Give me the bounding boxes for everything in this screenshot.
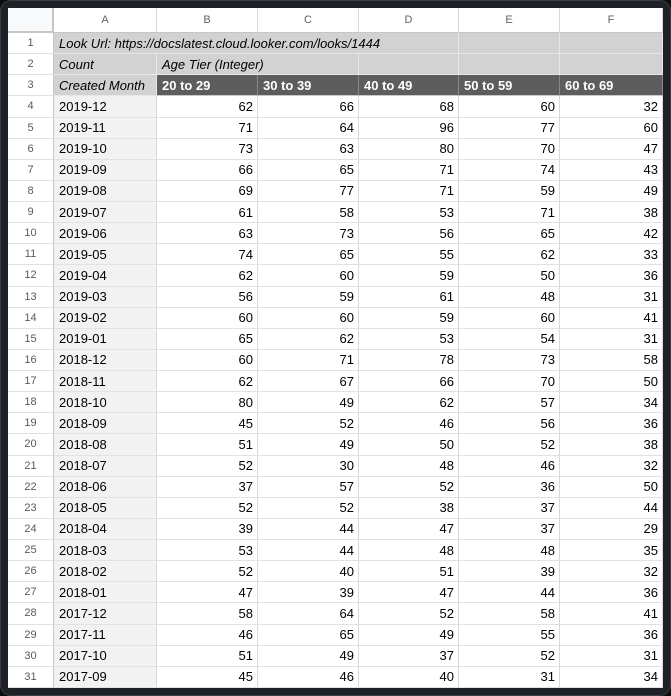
value-cell[interactable]: 31: [560, 329, 663, 350]
value-cell[interactable]: 51: [359, 561, 459, 582]
column-header-e[interactable]: E: [459, 8, 560, 33]
value-cell[interactable]: 55: [359, 244, 459, 265]
table-row: [8, 519, 663, 540]
table-row: [8, 582, 663, 603]
value-cell[interactable]: 52: [157, 498, 258, 519]
value-cell[interactable]: 52: [359, 603, 459, 624]
value-cell[interactable]: 71: [359, 181, 459, 202]
table-row: [8, 646, 663, 667]
count-label-cell[interactable]: Count: [54, 54, 157, 75]
value-cell[interactable]: 46: [359, 413, 459, 434]
value-cell[interactable]: 62: [258, 329, 359, 350]
month-cell[interactable]: 2018-10: [54, 392, 157, 413]
empty-cell-f1[interactable]: [560, 33, 663, 54]
month-cell[interactable]: 2018-02: [54, 561, 157, 582]
value-cell[interactable]: 47: [359, 582, 459, 603]
tier-header-50-59[interactable]: 50 to 59: [459, 75, 560, 96]
value-cell[interactable]: 31: [560, 646, 663, 667]
value-cell[interactable]: 55: [459, 625, 560, 646]
month-cell[interactable]: 2019-10: [54, 139, 157, 160]
column-header-a[interactable]: A: [54, 8, 157, 33]
value-cell[interactable]: 59: [359, 308, 459, 329]
value-cell[interactable]: 58: [459, 603, 560, 624]
column-header-c[interactable]: C: [258, 8, 359, 33]
value-cell[interactable]: 51: [157, 646, 258, 667]
value-cell[interactable]: 52: [157, 456, 258, 477]
table-row: [8, 603, 663, 624]
month-cell[interactable]: 2019-07: [54, 202, 157, 223]
value-cell[interactable]: 44: [560, 498, 663, 519]
value-cell[interactable]: 54: [459, 329, 560, 350]
month-cell[interactable]: 2018-07: [54, 456, 157, 477]
value-cell[interactable]: 71: [359, 160, 459, 181]
row-number[interactable]: 10: [8, 223, 54, 244]
value-cell[interactable]: 62: [157, 96, 258, 117]
value-cell[interactable]: 39: [459, 561, 560, 582]
value-cell[interactable]: 39: [258, 582, 359, 603]
value-cell[interactable]: 60: [459, 308, 560, 329]
value-cell[interactable]: 62: [459, 244, 560, 265]
value-cell[interactable]: 73: [459, 350, 560, 371]
value-cell[interactable]: 49: [258, 434, 359, 455]
row-number[interactable]: 1: [8, 33, 54, 54]
value-cell[interactable]: 53: [359, 329, 459, 350]
month-cell[interactable]: 2018-06: [54, 477, 157, 498]
table-row: [8, 118, 663, 139]
value-cell[interactable]: 77: [459, 118, 560, 139]
value-cell[interactable]: 37: [157, 477, 258, 498]
value-cell[interactable]: 43: [560, 160, 663, 181]
value-cell[interactable]: 45: [157, 667, 258, 688]
month-cell[interactable]: 2019-09: [54, 160, 157, 181]
value-cell[interactable]: 31: [560, 287, 663, 308]
row-number[interactable]: 6: [8, 139, 54, 160]
sheet-rows: [8, 33, 663, 688]
look-url-cell[interactable]: Look Url: https://docslatest.cloud.looker.com/looks/1444: [54, 33, 459, 54]
table-row: [8, 160, 663, 181]
value-cell[interactable]: 60: [258, 308, 359, 329]
value-cell[interactable]: 52: [359, 477, 459, 498]
select-all-corner[interactable]: [8, 8, 54, 33]
value-cell[interactable]: 71: [258, 350, 359, 371]
month-cell[interactable]: 2017-10: [54, 646, 157, 667]
value-cell[interactable]: 34: [560, 667, 663, 688]
value-cell[interactable]: 37: [459, 519, 560, 540]
value-cell[interactable]: 60: [560, 118, 663, 139]
value-cell[interactable]: 65: [258, 244, 359, 265]
tier-header-30-39[interactable]: 30 to 39: [258, 75, 359, 96]
value-cell[interactable]: 61: [157, 202, 258, 223]
row-number[interactable]: 26: [8, 561, 54, 582]
row-number[interactable]: 15: [8, 329, 54, 350]
table-row: [8, 498, 663, 519]
value-cell[interactable]: 68: [359, 96, 459, 117]
table-row: [8, 561, 663, 582]
value-cell[interactable]: 52: [258, 413, 359, 434]
empty-cell-f2[interactable]: [560, 54, 663, 75]
month-cell[interactable]: 2019-01: [54, 329, 157, 350]
row-2: [8, 54, 663, 75]
value-cell[interactable]: 38: [359, 498, 459, 519]
value-cell[interactable]: 50: [560, 477, 663, 498]
month-cell[interactable]: 2019-06: [54, 223, 157, 244]
value-cell[interactable]: 62: [157, 371, 258, 392]
table-row: [8, 139, 663, 160]
value-cell[interactable]: 34: [560, 392, 663, 413]
tier-header-40-49[interactable]: 40 to 49: [359, 75, 459, 96]
value-cell[interactable]: 47: [560, 139, 663, 160]
value-cell[interactable]: 59: [258, 287, 359, 308]
value-cell[interactable]: 41: [560, 308, 663, 329]
value-cell[interactable]: 46: [459, 456, 560, 477]
created-month-label-cell[interactable]: Created Month: [54, 75, 157, 96]
tier-header-60-69[interactable]: 60 to 69: [560, 75, 663, 96]
value-cell[interactable]: 58: [560, 350, 663, 371]
row-number[interactable]: 13: [8, 287, 54, 308]
value-cell[interactable]: 63: [258, 139, 359, 160]
row-number[interactable]: 24: [8, 519, 54, 540]
value-cell[interactable]: 52: [157, 561, 258, 582]
value-cell[interactable]: 63: [157, 223, 258, 244]
value-cell[interactable]: 30: [258, 456, 359, 477]
value-cell[interactable]: 36: [560, 413, 663, 434]
value-cell[interactable]: 48: [459, 540, 560, 561]
table-row: [8, 371, 663, 392]
value-cell[interactable]: 65: [459, 223, 560, 244]
value-cell[interactable]: 29: [560, 519, 663, 540]
row-number[interactable]: 25: [8, 540, 54, 561]
value-cell[interactable]: 40: [359, 667, 459, 688]
table-row: [8, 96, 663, 117]
value-cell[interactable]: 73: [157, 139, 258, 160]
row-number[interactable]: 28: [8, 603, 54, 624]
value-cell[interactable]: 62: [359, 392, 459, 413]
value-cell[interactable]: 52: [258, 498, 359, 519]
row-number[interactable]: 18: [8, 392, 54, 413]
value-cell[interactable]: 46: [258, 667, 359, 688]
month-cell[interactable]: 2019-02: [54, 308, 157, 329]
value-cell[interactable]: 48: [459, 287, 560, 308]
row-number[interactable]: 21: [8, 456, 54, 477]
value-cell[interactable]: 37: [359, 646, 459, 667]
row-number[interactable]: 12: [8, 265, 54, 286]
value-cell[interactable]: 57: [258, 477, 359, 498]
value-cell[interactable]: 49: [560, 181, 663, 202]
row-number[interactable]: 23: [8, 498, 54, 519]
value-cell[interactable]: 39: [157, 519, 258, 540]
value-cell[interactable]: 36: [560, 625, 663, 646]
value-cell[interactable]: 31: [459, 667, 560, 688]
table-row: [8, 265, 663, 286]
value-cell[interactable]: 52: [459, 434, 560, 455]
table-row: [8, 456, 663, 477]
row-number[interactable]: 8: [8, 181, 54, 202]
value-cell[interactable]: 61: [359, 287, 459, 308]
row-number[interactable]: 5: [8, 118, 54, 139]
value-cell[interactable]: 42: [560, 223, 663, 244]
value-cell[interactable]: 58: [258, 202, 359, 223]
value-cell[interactable]: 36: [560, 582, 663, 603]
empty-cell-e2[interactable]: [459, 54, 560, 75]
table-row: [8, 287, 663, 308]
value-cell[interactable]: 49: [258, 392, 359, 413]
value-cell[interactable]: 49: [258, 646, 359, 667]
column-header-row: [8, 8, 663, 33]
row-number[interactable]: 29: [8, 625, 54, 646]
value-cell[interactable]: 38: [560, 202, 663, 223]
month-cell[interactable]: 2019-03: [54, 287, 157, 308]
value-cell[interactable]: 66: [258, 96, 359, 117]
value-cell[interactable]: 48: [359, 456, 459, 477]
month-cell[interactable]: 2018-01: [54, 582, 157, 603]
value-cell[interactable]: 71: [459, 202, 560, 223]
value-cell[interactable]: 64: [258, 118, 359, 139]
value-cell[interactable]: 56: [157, 287, 258, 308]
age-tier-label-cell[interactable]: Age Tier (Integer): [157, 54, 359, 75]
value-cell[interactable]: 73: [258, 223, 359, 244]
value-cell[interactable]: 59: [459, 181, 560, 202]
value-cell[interactable]: 44: [258, 519, 359, 540]
value-cell[interactable]: 58: [157, 603, 258, 624]
value-cell[interactable]: 56: [459, 413, 560, 434]
month-cell[interactable]: 2018-04: [54, 519, 157, 540]
value-cell[interactable]: 77: [258, 181, 359, 202]
table-row: [8, 223, 663, 244]
value-cell[interactable]: 60: [157, 308, 258, 329]
value-cell[interactable]: 70: [459, 371, 560, 392]
value-cell[interactable]: 66: [359, 371, 459, 392]
value-cell[interactable]: 67: [258, 371, 359, 392]
value-cell[interactable]: 74: [157, 244, 258, 265]
value-cell[interactable]: 96: [359, 118, 459, 139]
month-cell[interactable]: 2017-12: [54, 603, 157, 624]
table-row: [8, 329, 663, 350]
month-cell[interactable]: 2018-03: [54, 540, 157, 561]
month-cell[interactable]: 2017-09: [54, 667, 157, 688]
value-cell[interactable]: 65: [258, 160, 359, 181]
value-cell[interactable]: 78: [359, 350, 459, 371]
month-cell[interactable]: 2018-08: [54, 434, 157, 455]
row-number[interactable]: 22: [8, 477, 54, 498]
value-cell[interactable]: 57: [459, 392, 560, 413]
value-cell[interactable]: 47: [157, 582, 258, 603]
value-cell[interactable]: 38: [560, 434, 663, 455]
value-cell[interactable]: 65: [157, 329, 258, 350]
value-cell[interactable]: 49: [359, 625, 459, 646]
row-number[interactable]: 27: [8, 582, 54, 603]
value-cell[interactable]: 71: [157, 118, 258, 139]
month-cell[interactable]: 2018-09: [54, 413, 157, 434]
value-cell[interactable]: 50: [560, 371, 663, 392]
value-cell[interactable]: 47: [359, 519, 459, 540]
value-cell[interactable]: 60: [157, 350, 258, 371]
value-cell[interactable]: 35: [560, 540, 663, 561]
value-cell[interactable]: 65: [258, 625, 359, 646]
value-cell[interactable]: 45: [157, 413, 258, 434]
value-cell[interactable]: 41: [560, 603, 663, 624]
table-row: [8, 540, 663, 561]
row-number[interactable]: 16: [8, 350, 54, 371]
table-row: [8, 392, 663, 413]
value-cell[interactable]: 52: [459, 646, 560, 667]
row-number[interactable]: 30: [8, 646, 54, 667]
value-cell[interactable]: 51: [157, 434, 258, 455]
table-row: [8, 434, 663, 455]
value-cell[interactable]: 60: [258, 265, 359, 286]
value-cell[interactable]: 62: [157, 265, 258, 286]
column-header-b[interactable]: B: [157, 8, 258, 33]
row-number[interactable]: 7: [8, 160, 54, 181]
value-cell[interactable]: 53: [359, 202, 459, 223]
value-cell[interactable]: 46: [157, 625, 258, 646]
table-row: [8, 181, 663, 202]
row-number[interactable]: 2: [8, 54, 54, 75]
month-cell[interactable]: 2018-12: [54, 350, 157, 371]
month-cell[interactable]: 2019-05: [54, 244, 157, 265]
value-cell[interactable]: 69: [157, 181, 258, 202]
value-cell[interactable]: 59: [359, 265, 459, 286]
value-cell[interactable]: 66: [157, 160, 258, 181]
value-cell[interactable]: 44: [258, 540, 359, 561]
value-cell[interactable]: 80: [157, 392, 258, 413]
table-row: [8, 308, 663, 329]
empty-cell-d2[interactable]: [359, 54, 459, 75]
row-number[interactable]: 9: [8, 202, 54, 223]
row-number[interactable]: 4: [8, 96, 54, 117]
month-cell[interactable]: 2019-11: [54, 118, 157, 139]
month-cell[interactable]: 2019-12: [54, 96, 157, 117]
value-cell[interactable]: 56: [359, 223, 459, 244]
table-row: [8, 667, 663, 688]
value-cell[interactable]: 80: [359, 139, 459, 160]
table-row: [8, 477, 663, 498]
tier-header-20-29[interactable]: 20 to 29: [157, 75, 258, 96]
row-number[interactable]: 17: [8, 371, 54, 392]
row-1: [8, 33, 663, 54]
table-row: [8, 413, 663, 434]
table-row: [8, 350, 663, 371]
table-row: [8, 244, 663, 265]
value-cell[interactable]: 36: [459, 477, 560, 498]
table-row: [8, 625, 663, 646]
value-cell[interactable]: 44: [459, 582, 560, 603]
spreadsheet: [8, 8, 663, 688]
row-number[interactable]: 19: [8, 413, 54, 434]
month-cell[interactable]: 2019-08: [54, 181, 157, 202]
row-number[interactable]: 31: [8, 667, 54, 688]
row-number[interactable]: 20: [8, 434, 54, 455]
empty-cell-e1[interactable]: [459, 33, 560, 54]
column-header-d[interactable]: D: [359, 8, 459, 33]
value-cell[interactable]: 53: [157, 540, 258, 561]
month-cell[interactable]: 2018-05: [54, 498, 157, 519]
column-header-f[interactable]: F: [560, 8, 663, 33]
value-cell[interactable]: 50: [459, 265, 560, 286]
value-cell[interactable]: 32: [560, 96, 663, 117]
table-row: [8, 202, 663, 223]
value-cell[interactable]: 50: [359, 434, 459, 455]
value-cell[interactable]: 40: [258, 561, 359, 582]
value-cell[interactable]: 70: [459, 139, 560, 160]
row-number[interactable]: 11: [8, 244, 54, 265]
value-cell[interactable]: 60: [459, 96, 560, 117]
month-cell[interactable]: 2017-11: [54, 625, 157, 646]
value-cell[interactable]: 37: [459, 498, 560, 519]
value-cell[interactable]: 74: [459, 160, 560, 181]
month-cell[interactable]: 2018-11: [54, 371, 157, 392]
value-cell[interactable]: 64: [258, 603, 359, 624]
row-number[interactable]: 3: [8, 75, 54, 96]
value-cell[interactable]: 32: [560, 456, 663, 477]
row-number[interactable]: 14: [8, 308, 54, 329]
month-cell[interactable]: 2019-04: [54, 265, 157, 286]
value-cell[interactable]: 48: [359, 540, 459, 561]
value-cell[interactable]: 33: [560, 244, 663, 265]
value-cell[interactable]: 36: [560, 265, 663, 286]
row-3: [8, 75, 663, 96]
value-cell[interactable]: 32: [560, 561, 663, 582]
